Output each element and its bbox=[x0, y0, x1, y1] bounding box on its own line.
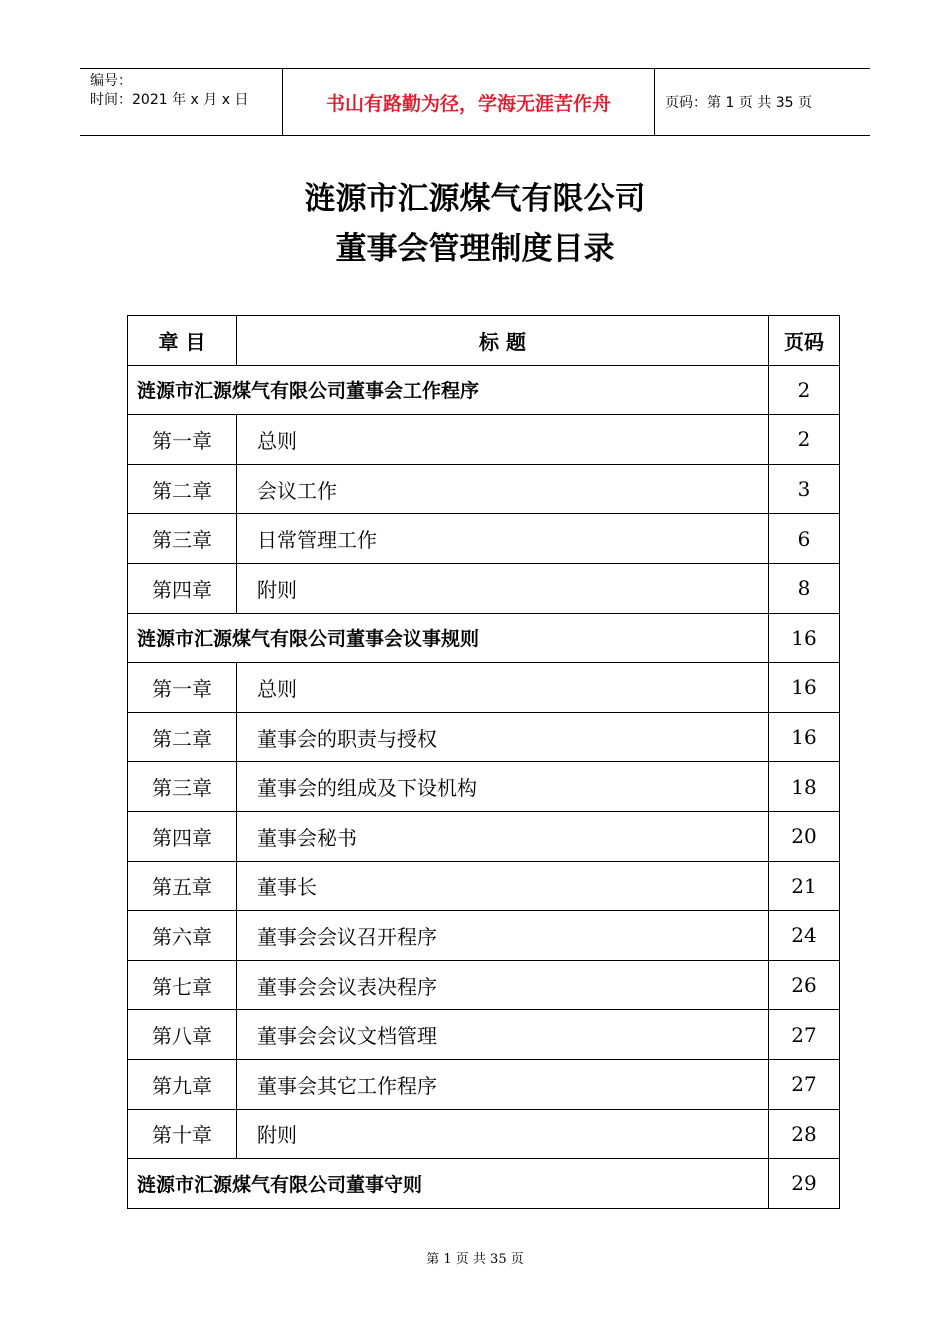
toc-chapter-row bbox=[128, 712, 840, 762]
chapter-number: 第四章 bbox=[128, 563, 237, 613]
chapter-title: 会议工作 bbox=[237, 464, 769, 514]
toc-chapter-row bbox=[128, 415, 840, 465]
page-number: 16 bbox=[769, 663, 840, 713]
number-label: 编号： bbox=[90, 73, 132, 89]
page-number: 6 bbox=[769, 514, 840, 564]
chapter-number: 第一章 bbox=[128, 663, 237, 713]
toc-body bbox=[128, 365, 840, 1208]
page-number: 27 bbox=[769, 1010, 840, 1060]
chapter-number: 第十章 bbox=[128, 1109, 237, 1159]
toc-chapter-row bbox=[128, 514, 840, 564]
chapter-title: 总则 bbox=[237, 663, 769, 713]
toc-chapter-row bbox=[128, 1010, 840, 1060]
page-number: 24 bbox=[769, 911, 840, 961]
page-number: 28 bbox=[769, 1109, 840, 1159]
chapter-title: 附则 bbox=[237, 1109, 769, 1159]
toc-chapter-row bbox=[128, 1109, 840, 1159]
chapter-number: 第六章 bbox=[128, 911, 237, 961]
document-title-line1: 涟源市汇源煤气有限公司 bbox=[304, 181, 646, 217]
chapter-title: 董事会秘书 bbox=[237, 811, 769, 861]
page-number: 29 bbox=[769, 1159, 840, 1209]
chapter-title: 日常管理工作 bbox=[237, 514, 769, 564]
page-footer: 第 1 页 共 35 页 bbox=[426, 1252, 524, 1267]
chapter-title: 董事长 bbox=[237, 861, 769, 911]
header-meta bbox=[80, 69, 282, 135]
chapter-number: 第一章 bbox=[128, 415, 237, 465]
section-title: 涟源市汇源煤气有限公司董事守则 bbox=[128, 1159, 769, 1209]
toc-chapter-row bbox=[128, 911, 840, 961]
page-number: 3 bbox=[769, 464, 840, 514]
toc-chapter-row bbox=[128, 663, 840, 713]
chapter-title: 董事会的组成及下设机构 bbox=[237, 762, 769, 812]
toc-chapter-row bbox=[128, 563, 840, 613]
chapter-title: 董事会会议表决程序 bbox=[237, 960, 769, 1010]
chapter-number: 第四章 bbox=[128, 811, 237, 861]
chapter-title: 总则 bbox=[237, 415, 769, 465]
header-title: 标 题 bbox=[237, 316, 769, 366]
toc-chapter-row bbox=[128, 960, 840, 1010]
page-number: 16 bbox=[769, 712, 840, 762]
chapter-number: 第八章 bbox=[128, 1010, 237, 1060]
page-number: 8 bbox=[769, 563, 840, 613]
chapter-number: 第二章 bbox=[128, 464, 237, 514]
toc-section-row bbox=[128, 613, 840, 663]
page-number: 2 bbox=[769, 415, 840, 465]
chapter-title: 董事会的职责与授权 bbox=[237, 712, 769, 762]
chapter-title: 董事会其它工作程序 bbox=[237, 1059, 769, 1109]
page-header bbox=[80, 68, 870, 136]
header-page: 页码 bbox=[769, 316, 840, 366]
page-number: 2 bbox=[769, 365, 840, 415]
section-title: 涟源市汇源煤气有限公司董事会工作程序 bbox=[128, 365, 769, 415]
toc-chapter-row bbox=[128, 464, 840, 514]
toc-chapter-row bbox=[128, 1059, 840, 1109]
chapter-title: 董事会会议文档管理 bbox=[237, 1010, 769, 1060]
page-number: 16 bbox=[769, 613, 840, 663]
header-motto: 书山有路勤为径，学海无涯苦作舟 bbox=[282, 69, 655, 135]
toc-chapter-row bbox=[128, 811, 840, 861]
chapter-title: 董事会会议召开程序 bbox=[237, 911, 769, 961]
chapter-number: 第七章 bbox=[128, 960, 237, 1010]
chapter-number: 第三章 bbox=[128, 762, 237, 812]
page-number: 21 bbox=[769, 861, 840, 911]
toc-section-row bbox=[128, 365, 840, 415]
chapter-number: 第二章 bbox=[128, 712, 237, 762]
section-title: 涟源市汇源煤气有限公司董事会议事规则 bbox=[128, 613, 769, 663]
document-title-line2: 董事会管理制度目录 bbox=[335, 231, 615, 267]
chapter-number: 第三章 bbox=[128, 514, 237, 564]
page-number: 27 bbox=[769, 1059, 840, 1109]
page-number: 18 bbox=[769, 762, 840, 812]
chapter-number: 第九章 bbox=[128, 1059, 237, 1109]
toc-section-row bbox=[128, 1159, 840, 1209]
time-label: 时间：2021 年 x 月 x 日 bbox=[90, 92, 249, 108]
toc-chapter-row bbox=[128, 861, 840, 911]
page-number: 20 bbox=[769, 811, 840, 861]
page-number: 26 bbox=[769, 960, 840, 1010]
header-page-info: 页码：第 1 页 共 35 页 bbox=[665, 95, 812, 111]
toc-table bbox=[127, 315, 840, 1209]
header-chapter: 章 目 bbox=[128, 316, 237, 366]
toc-header-row bbox=[128, 316, 840, 366]
chapter-title: 附则 bbox=[237, 563, 769, 613]
toc-chapter-row bbox=[128, 762, 840, 812]
chapter-number: 第五章 bbox=[128, 861, 237, 911]
